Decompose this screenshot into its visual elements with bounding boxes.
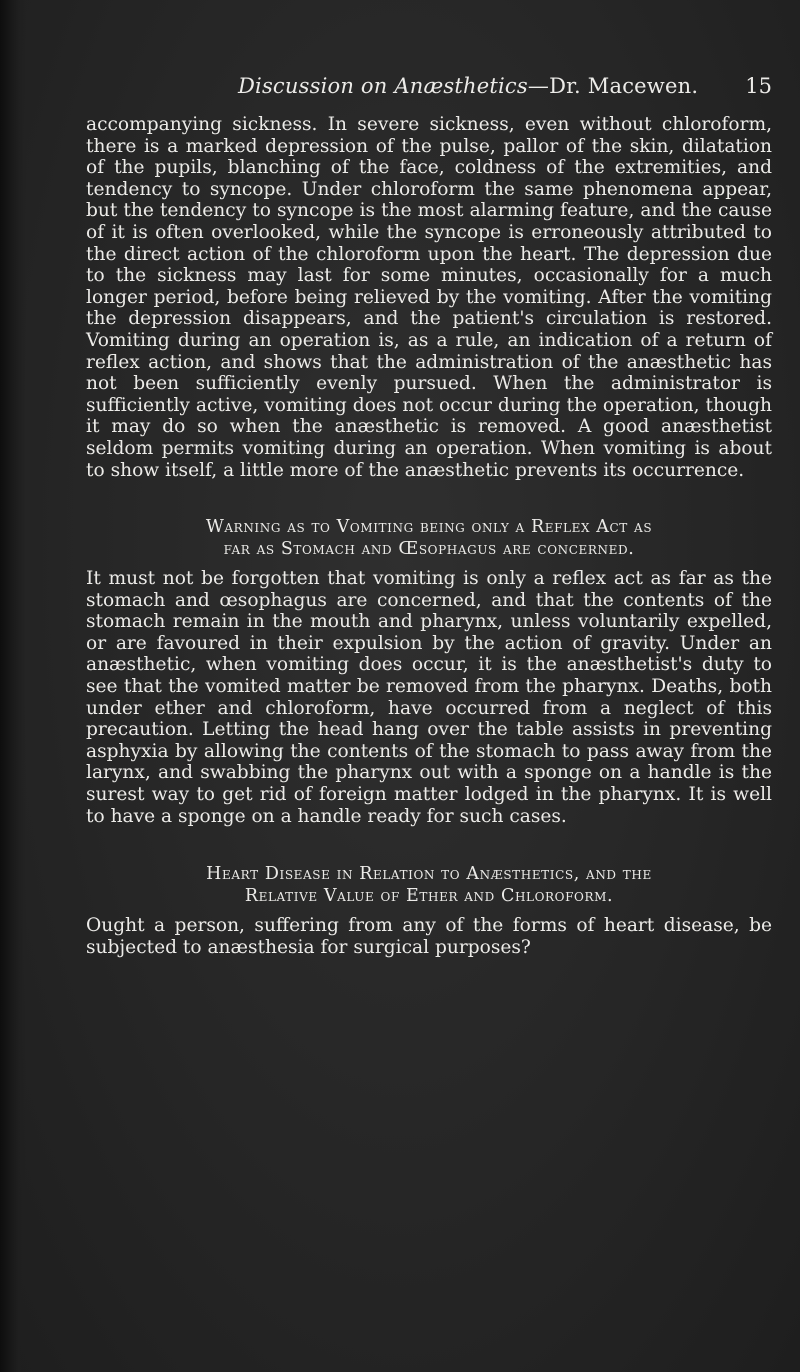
section-heading-vomiting-warning — [86, 516, 772, 560]
paragraph-reflex-act: It must not be forgotten that vomiting is only a reflex act as far as the stomach and œsophagus are concerned, and that the contents of the stomach remain in the mouth and pharynx, unless voluntarily expelled, or are favoured in their expulsion by the action of gravity. Under an anæsthetic, when vomiting does occur, it is the anæsthetist's duty to see that the vomited matter be removed from the pharynx. Deaths, both under ether and chloroform, have occurred from a neglect of this precaution. Letting the head hang over the table assists in preventing asphyxia by allowing the contents of the stomach to pass away from the larynx, and swabbing the pharynx out with a sponge on a handle is the surest way to get rid of foreign matter lodged in the pharynx. It is well to have a sponge on a handle ready for such cases. — [86, 568, 772, 827]
section-heading-line: far as Stomach and Œsophagus are concerned. — [223, 539, 635, 560]
body-text — [86, 114, 772, 958]
section-heading-heart-disease — [86, 863, 772, 907]
page-header — [86, 66, 772, 106]
section-heading-line: Relative Value of Ether and Chloroform. — [244, 886, 614, 907]
running-head — [238, 66, 698, 106]
running-head-author: —Dr. Macewen. — [527, 74, 699, 98]
running-head-title: Discussion on Anæsthetics — [238, 74, 528, 98]
page-gutter-shadow — [0, 0, 26, 1372]
section-heading-line: Warning as to Vomiting being only a Reflex Act as — [205, 517, 653, 538]
section-heading-line: Heart Disease in Relation to Anæsthetics, and the — [206, 864, 652, 885]
paragraph-vomiting-sickness: accompanying sickness. In severe sickness, even without chloroform, there is a marked depression of the pulse, pallor of the skin, dilatation of the pupils, blanching of the face, coldness of the extremities, and tendency to syncope. Under chloroform the same phenomena appear, but the tendency to syncope is the most alarming feature, and the cause of it is often overlooked, while the syncope is erroneously attributed to the direct action of the chloroform upon the heart. The depression due to the sickness may last for some minutes, occasionally for a much longer period, before being relieved by the vomiting. After the vomiting the depression disappears, and the patient's circulation is restored. Vomiting during an operation is, as a rule, an indication of a return of reflex action, and shows that the administration of the anæsthetic has not been sufficiently evenly pursued. When the administrator is sufficiently active, vomiting does not occur during the operation, though it may do so when the anæsthetic is removed. A good anæsthetist seldom permits vomiting during an operation. When vomiting is about to show itself, a little more of the anæsthetic prevents its occurrence. — [86, 114, 772, 481]
page-number: 15 — [745, 74, 772, 98]
paragraph-heart-disease-question: Ought a person, suffering from any of the forms of heart disease, be subjected to anæsthesia for surgical purposes? — [86, 915, 772, 958]
